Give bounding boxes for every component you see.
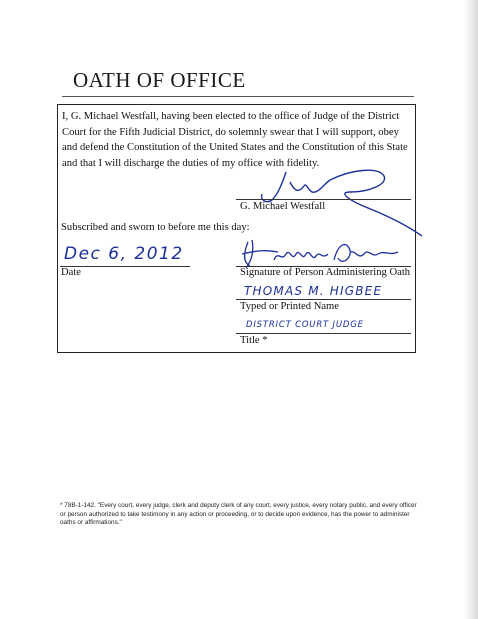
- page-edge-shadow: [464, 0, 478, 619]
- printed-name-label: Typed or Printed Name: [240, 301, 339, 312]
- title-handwritten: DISTRICT COURT JUDGE: [246, 320, 364, 330]
- officer-name: G. Michael Westfall: [240, 201, 326, 212]
- footnote: * 78B-1-142. "Every court, every judge, clerk and deputy clerk of any court, every justice, every notary public, and every officer or person authorized to take testimony in any action or proceeding, or to decide upon evidence, has the power to administer oaths or affirmations.": [60, 502, 417, 527]
- title-label: Title *: [240, 335, 268, 346]
- document-title: OATH OF OFFICE: [73, 68, 246, 92]
- date-label: Date: [61, 267, 81, 278]
- title-line: [236, 333, 411, 334]
- printed-name-handwritten: THOMAS M. HIGBEE: [244, 284, 383, 298]
- oath-text: I, G. Michael Westfall, having been elected to the office of Judge of the District Court for the Fifth Judicial District, do solemnly swear that I will support, obey and defend the Constitution of the United States and the Constitution of this State and that I will discharge the duties of my office with fidelity.: [62, 111, 408, 169]
- officer-signature-line: [236, 199, 411, 200]
- printed-name-line: [236, 299, 411, 300]
- title-underline: [62, 96, 414, 97]
- subscribed-text: Subscribed and sworn to before me this day:: [61, 222, 250, 233]
- administering-label: Signature of Person Administering Oath: [240, 267, 411, 278]
- date-handwritten: Dec 6, 2012: [64, 244, 184, 264]
